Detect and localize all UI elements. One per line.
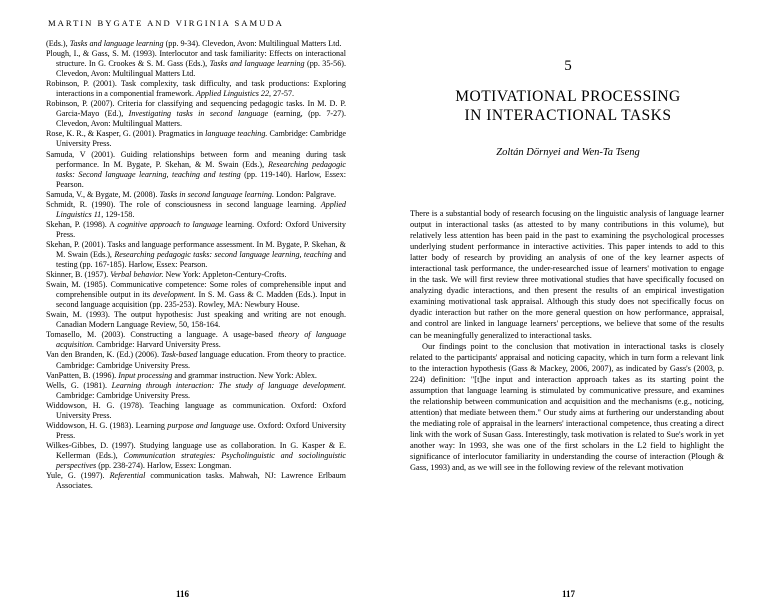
reference-entry bbox=[46, 381, 346, 401]
reference-list bbox=[46, 39, 346, 491]
reference-post: Cambridge: Cambridge University Press. bbox=[56, 129, 346, 149]
reference-title: Input processing bbox=[118, 370, 173, 380]
reference-post: communication tasks. Mahwah, NJ: Lawrence Erlbaum Associates. bbox=[56, 471, 347, 491]
reference-title: purpose and language bbox=[167, 420, 241, 430]
reference-title: language teaching. bbox=[205, 129, 268, 139]
reference-post: , 129-158. bbox=[101, 209, 135, 219]
page-number-right: 117 bbox=[562, 589, 576, 599]
reference-entry bbox=[46, 371, 346, 381]
reference-pre: Skinner, B. (1957). bbox=[46, 270, 111, 280]
reference-post: (pp. 9-34). Clevedon, Avon: Multilingual Matters Ltd. bbox=[163, 39, 342, 48]
reference-title: cognitive approach to language bbox=[117, 219, 223, 229]
chapter-authors: Zoltán Dörnyei and Wen-Ta Tseng bbox=[496, 147, 640, 158]
reference-pre: Schmidt, R. (1990). The role of consciousness in second language learning. bbox=[46, 199, 321, 209]
reference-pre: (Eds.), bbox=[46, 39, 70, 48]
reference-post: learning. Oxford: Oxford University Press. bbox=[56, 219, 346, 239]
reference-entry bbox=[46, 150, 346, 190]
chapter-title bbox=[420, 88, 716, 125]
reference-pre: Widdowson, H. G. (1978). Teaching language as communication. Oxford: Oxford University Press. bbox=[46, 400, 346, 420]
reference-pre: Tomasello, M. (2003). Constructing a language. A usage-based bbox=[46, 330, 279, 340]
reference-pre: Widdowson, H. G. (1983). Learning bbox=[46, 420, 168, 430]
reference-entry bbox=[46, 220, 346, 240]
reference-post: use. Oxford: Oxford University Press. bbox=[56, 420, 346, 440]
reference-entry bbox=[46, 330, 346, 350]
page-number-left: 116 bbox=[176, 589, 190, 599]
reference-entry bbox=[46, 270, 346, 280]
reference-entry bbox=[46, 129, 346, 149]
reference-entry bbox=[46, 310, 346, 330]
reference-pre: Samuda, V (2001). Guiding relationships between form and meaning during task performance. In M. Bygate, P. Skehan, & M. Swain (Eds.), bbox=[46, 149, 346, 169]
reference-post: , 27-57. bbox=[269, 89, 295, 99]
reference-pre: Van den Branden, K. (Ed.) (2006). bbox=[46, 350, 162, 360]
reference-entry bbox=[46, 39, 346, 49]
reference-entry bbox=[46, 49, 346, 79]
reference-entry bbox=[46, 200, 346, 220]
reference-post: London: Palgrave. bbox=[274, 189, 337, 199]
reference-post: (earning, (pp. 7-27). Clevedon, Avon: Multilingual Matters. bbox=[56, 109, 346, 129]
reference-title: development. bbox=[152, 290, 196, 300]
reference-pre: Robinson, P. (2007). Criteria for classifying and sequencing pedagogic tasks. In M. D. P. Garcia-Mayo (Ed.), bbox=[46, 99, 346, 119]
reference-title: Applied Linguistics 11 bbox=[56, 199, 346, 219]
left-page bbox=[0, 0, 388, 611]
chapter-title-line-2: IN INTERACTIONAL TASKS bbox=[464, 106, 672, 124]
reference-title: theory of language acquisition. bbox=[56, 330, 346, 350]
reference-title: Tasks and language learning bbox=[209, 59, 305, 69]
chapter-number: 5 bbox=[564, 58, 572, 74]
body-paragraph: There is a substantial body of research focusing on the linguistic analysis of language learner output in interactional tasks (as attested to by many contributions in this volume), but relatively less attention has been paid in the past to examining the psychological processes underlying student performance in interactive activities. This paper intends to add to this latter body of research by providing an analysis of one of the key learner aspects of interactional task performance, the under-researched issue of learners' motivation to engage in the task. We will first review three motivational studies that have specifically focused on analyzing dyadic interactions, and then present the results of an empirical investigation examining motivational task appraisal. Although this study does not specifically focus on dyadic interaction but rather on the more general question on how performance, appraisal, and control are linked in language learners' perceptions, we believe that some of the results can be meaningfully generalized to interactional tasks. bbox=[410, 209, 724, 340]
reference-entry bbox=[46, 280, 346, 310]
reference-post: and grammar instruction. New York: Ablex. bbox=[172, 370, 317, 380]
reference-post: Cambridge: Cambridge University Press. bbox=[56, 390, 191, 400]
reference-title: Verbal behavior. bbox=[110, 270, 164, 280]
reference-pre: Swain, M. (1985). Communicative competence: Some roles of comprehensible input and comprehensible output in its bbox=[46, 280, 346, 300]
reference-post: New York: Appleton-Century-Crofts. bbox=[163, 270, 287, 280]
reference-title: Referential bbox=[109, 471, 146, 481]
reference-pre: Robinson, P. (2001). Task complexity, task difficulty, and task productions: Exploring interactions in a componential framework. bbox=[46, 79, 346, 99]
reference-pre: Plough, I., & Gass, S. M. (1993). Interlocutor and task familiarity: Effects on interactional structure. In G. Crookes & S. M. Gass (Eds.), bbox=[46, 49, 346, 69]
reference-pre: Skehan, P. (2001). Tasks and language performance assessment. In M. Bygate, P. Skehan, & M. Swain (Eds.), bbox=[46, 239, 346, 259]
running-head: MARTIN BYGATE AND VIRGINIA SAMUDA bbox=[48, 18, 284, 28]
reference-pre: Skehan, P. (1998). A bbox=[46, 219, 118, 229]
reference-title: Researching pedagogic tasks: second language learning, teaching bbox=[114, 249, 332, 259]
chapter-body bbox=[410, 208, 724, 473]
reference-entry bbox=[46, 471, 346, 491]
reference-entry bbox=[46, 441, 346, 471]
reference-title: Task-based bbox=[161, 350, 198, 360]
reference-pre: Samuda, V., & Bygate, M. (2008). bbox=[46, 189, 160, 199]
reference-entry bbox=[46, 99, 346, 129]
reference-title: Communication strategies: Psycholinguistic and sociolinguistic perspectives bbox=[56, 450, 346, 470]
reference-post: language education. From theory to practice. Cambridge: Cambridge University Press. bbox=[56, 350, 346, 370]
reference-post: and testing (pp. 167-185). Harlow, Essex: Pearson. bbox=[56, 249, 346, 270]
reference-title: Applied Linguistics 22 bbox=[195, 89, 270, 99]
reference-entry bbox=[46, 421, 346, 441]
body-paragraph: Our findings point to the conclusion that motivation in interactional tasks is closely related to the participants' appraisal and noticing capacity, which in turn form a relevant link to the interaction hypothesis (Gass & Mackey, 2006, 2007), as indicated by Gass's (2003, p. 224) definition: "[t]he input and interaction approach takes as its starting point the assumption that language learning is stimulated by communicative pressure, and examines the relationship between communication and acquisition and the mechanisms (e.g., noticing, attention) that mediate between them." Our study aims at furthering our understanding about the mediating role of appraisal in the learners' interactional competence, thus creating a direct link with the work of Susan Gass. Interestingly, task motivation is related to Sue's work in yet another way: In 1993, she was one of the first scholars in the L2 field to highlight the significance of interlocutor familiarity in understanding the course of interaction (Plough & Gass, 1993) and, as we will see in the following review of the relevant motivation bbox=[410, 341, 724, 473]
chapter-title-line-1: MOTIVATIONAL PROCESSING bbox=[455, 88, 681, 105]
reference-pre: Rose, K. R., & Kasper, G. (2001). Pragmatics in bbox=[46, 129, 206, 139]
reference-post: (pp. 119-140). Harlow, Essex: Pearson. bbox=[56, 169, 346, 189]
reference-pre: Wells, G. (1981). bbox=[46, 380, 112, 390]
reference-title: Researching pedagogic tasks: Second language learning, teaching and testing bbox=[56, 159, 346, 179]
reference-entry bbox=[46, 240, 346, 270]
reference-title: Investigating tasks in second language bbox=[128, 109, 269, 119]
reference-pre: Wilkes-Gibbes, D. (1997). Studying language use as collaboration. In G. Kasper & E. Kellerman (Eds.), bbox=[46, 440, 346, 460]
reference-title: Learning through interaction: The study of language development. bbox=[111, 380, 346, 390]
right-page bbox=[390, 0, 780, 611]
reference-entry bbox=[46, 190, 346, 200]
reference-post: Cambridge: Harvard University Press. bbox=[94, 340, 221, 350]
reference-entry bbox=[46, 79, 346, 99]
reference-post: (pp. 35-56). Clevedon, Avon: Multilingual Matters Ltd. bbox=[56, 59, 346, 79]
reference-pre: VanPatten, B. (1996). bbox=[46, 370, 119, 380]
reference-entry bbox=[46, 350, 346, 370]
reference-post: In S. M. Gass & C. Madden (Eds.). Input in second language acquisition (pp. 235-253). Rowley, MA: Newbury House. bbox=[56, 290, 346, 310]
reference-title: Tasks in second language learning. bbox=[159, 189, 275, 199]
reference-post: (pp. 238-274). Harlow, Essex: Longman. bbox=[96, 460, 232, 470]
reference-pre: Yule, G. (1997). bbox=[46, 471, 110, 481]
reference-entry bbox=[46, 401, 346, 421]
reference-pre: Swain, M. (1993). The output hypothesis: Just speaking and writing are not enough. Canadian Modern Language Review, 50, 158-164. bbox=[46, 310, 346, 330]
reference-title: Tasks and language learning bbox=[69, 39, 164, 48]
